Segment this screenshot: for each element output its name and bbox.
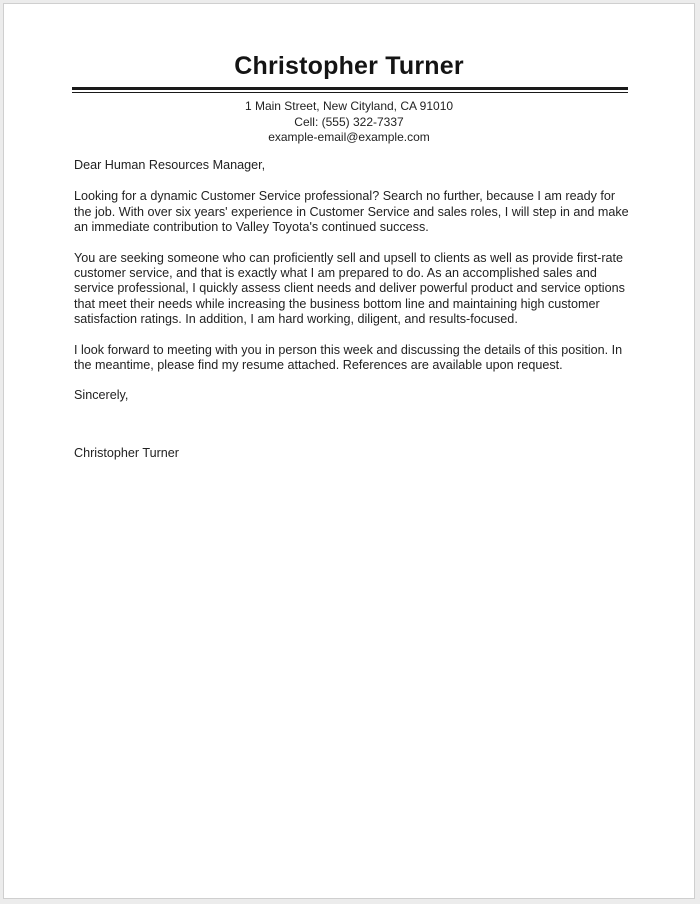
letter-header-name: Christopher Turner [234,52,464,80]
contact-block [4,99,694,146]
letter-paragraph: Looking for a dynamic Customer Service professional? Search no further, because I am ready for the job. With over six years' experience in Customer Service and sales roles, I will step in and make an immediate contribution to Valley Toyota's continued success. [74,189,629,235]
contact-cell: Cell: (555) 322-7337 [294,114,404,129]
contact-address: 1 Main Street, New Cityland, CA 91010 [244,99,454,113]
letter-closing: Sincerely, [74,388,129,403]
letter-greeting: Dear Human Resources Manager, [74,158,266,172]
letter-paragraph: You are seeking someone who can proficiently sell and upsell to clients as well as provide first-rate customer service, and that is exactly what I am prepared to do. As an accomplished sales and service professional, I quickly assess client needs and deliver powerful product and service options that meet their needs while increasing the business bottom line and maintaining high customer satisfaction ratings. In addition, I am hard working, diligent, and results-focused. [74,250,625,327]
letter-page [3,3,695,899]
letter-paragraph: I look forward to meeting with you in person this week and discussing the details of this position. In the meantime, please find my resume attached. References are available upon request. [74,342,623,373]
header-rule-thin [72,92,628,93]
contact-email: example-email@example.com [268,130,430,144]
letter-signature: Christopher Turner [74,445,179,460]
letter-body [74,158,634,461]
header-rule-thick [72,87,628,90]
